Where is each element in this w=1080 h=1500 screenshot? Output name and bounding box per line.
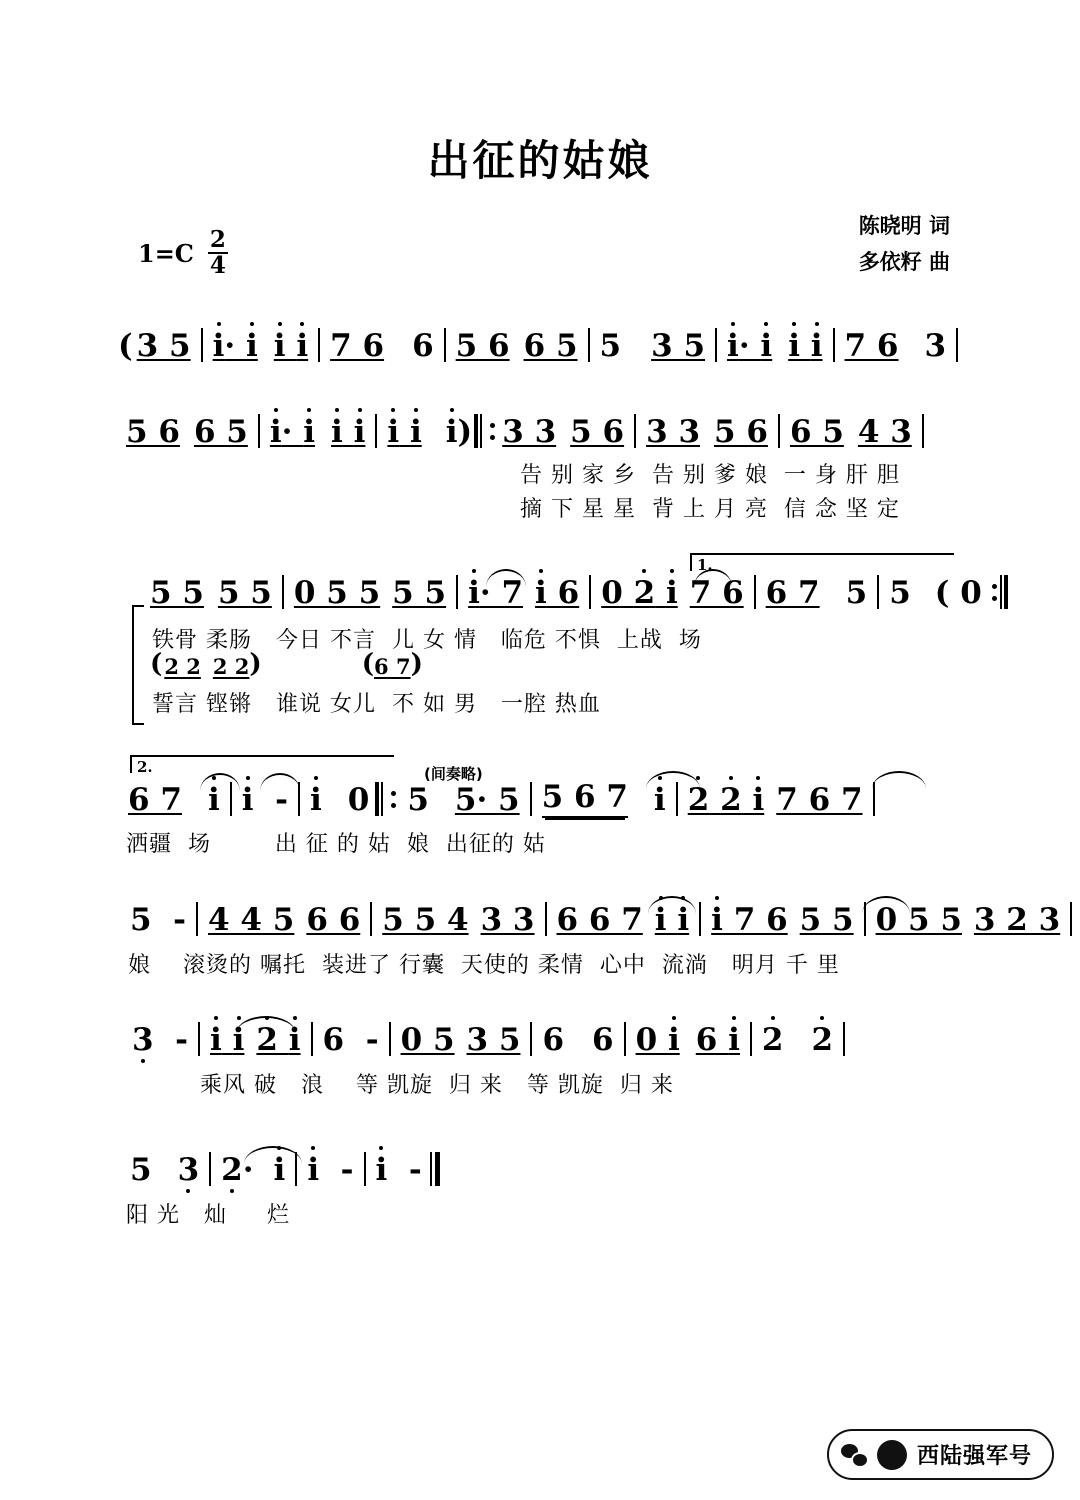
volta-bracket-1: 1. xyxy=(690,553,954,571)
key-signature xyxy=(138,228,228,278)
meter-numerator: 2 xyxy=(209,226,226,253)
key-label: 1=C xyxy=(138,238,194,268)
system-6-notes: 3 - i i 2 i 6 - 0 5 3 5 6 6 0 i 6 i 2 2 xyxy=(132,1022,855,1058)
system-3-lyrics-verse1: 铁骨 柔肠 今日 不言 儿 女 情 临危 不惧 上战 场 xyxy=(152,628,702,653)
system-6-lyrics: 乘风 破 浪 等 凯旋 归 来 等 凯旋 归 来 xyxy=(200,1073,674,1098)
credits xyxy=(859,208,950,280)
slur-7 xyxy=(648,896,696,914)
slur-10 xyxy=(244,1146,302,1164)
meter-denominator: 4 xyxy=(209,252,226,280)
slur-8 xyxy=(862,896,910,914)
system-7-lyrics: 阳 光 灿 烂 xyxy=(126,1203,290,1228)
music-system-4 xyxy=(0,745,1080,875)
system-5-lyrics: 娘 滚烫的 嘱托 装进了 行囊 天使的 柔情 心中 流淌 明月 千 里 xyxy=(128,953,840,978)
system-4-notes: 6 7 i i - i 0 5 5· 5 5 6 7 i 2 2 i 7 6 7 xyxy=(128,779,885,818)
music-system-2 xyxy=(0,400,1080,520)
slur-9 xyxy=(236,1016,296,1034)
system-7-notes: 5 3 2· i i - i - xyxy=(130,1152,440,1188)
slur-1 xyxy=(486,569,526,587)
system-5-notes: 5 - 4 4 5 6 6 5 5 4 3 3 6 6 7 i i i 7 6 5 5 0 5 5 3 2 3 xyxy=(130,902,1080,938)
system-4-lyrics: 洒疆 场 出 征 的 姑 娘 出征的 姑 xyxy=(126,832,546,857)
badge-label: 西陆强军号 xyxy=(916,1444,1032,1469)
slur-4 xyxy=(260,773,300,791)
page-title: 出征的姑娘 xyxy=(427,136,653,185)
system-2-lyrics-verse2: 摘 下 星 星 背 上 月 亮 信 念 坚 定 xyxy=(520,497,900,522)
system-2-lyrics-verse1: 告 别 家 乡 告 别 爹 娘 一 身 肝 胆 xyxy=(520,463,900,488)
avatar xyxy=(877,1440,907,1470)
wechat-icon xyxy=(841,1444,867,1466)
music-system-6 xyxy=(0,990,1080,1110)
system-3-notes: 5 5 5 5 0 5 5 5 5 i· 7 i 6 0 2 i 7 6 6 7 5 5 ( 0 xyxy=(150,575,1016,611)
system-3-alt-notes: ( 2 2 2 2 ) ( 6 7 ) xyxy=(150,649,423,679)
slur-6 xyxy=(872,771,926,789)
wechat-account-badge[interactable] xyxy=(827,1429,1054,1480)
system-2-notes: 5 6 6 5 i· i i i i i i ) 3 3 5 6 3 3 5 6 6 5 4 3 xyxy=(126,414,934,450)
slur-3 xyxy=(200,773,240,791)
music-system-7 xyxy=(0,1120,1080,1240)
system-1-notes: ( 3 5 i· i i i 7 6 6 5 6 6 5 5 3 5 i· i i i 7 6 3 xyxy=(118,328,968,364)
composer-credit: 多依籽 曲 xyxy=(858,249,950,274)
verse-brace xyxy=(132,605,144,725)
time-signature xyxy=(208,228,228,278)
volta-bracket-2: 2. xyxy=(130,755,394,773)
system-3-lyrics-verse2: 誓言 铿锵 谁说 女儿 不 如 男 一腔 热血 xyxy=(152,692,601,717)
interlude-annotation: (间奏略) xyxy=(424,765,483,783)
lyricist-credit: 陈晓明 词 xyxy=(858,213,950,238)
music-system-5 xyxy=(0,870,1080,990)
slur-5 xyxy=(646,771,700,789)
music-system-3 xyxy=(0,545,1080,735)
